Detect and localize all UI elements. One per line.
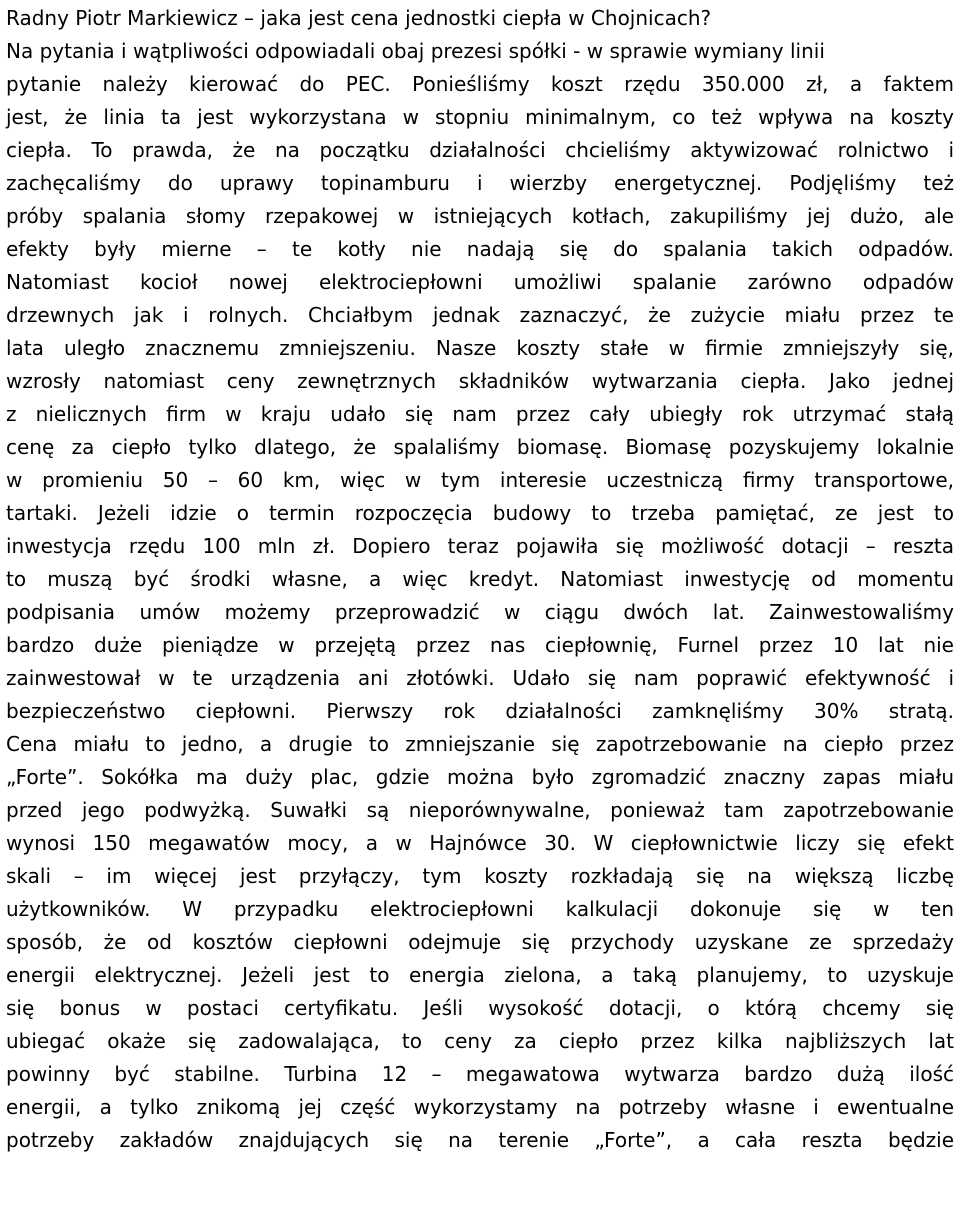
text-line-34: energii, a tylko znikomą jej część wykorzystamy na potrzeby własne i ewentualne [6,1095,954,1119]
text-line-24: „Forte”. Sokółka ma duży plac, gdzie można było zgromadzić znaczny zapas miału [6,765,954,789]
text-line-29: sposób, że od kosztów ciepłowni odejmuje się przychody uzyskane ze sprzedaży [6,930,954,954]
text-line-19: podpisania umów możemy przeprowadzić w ciągu dwóch lat. Zainwestowaliśmy [6,600,954,624]
text-line-33: powinny być stabilne. Turbina 12 – megawatowa wytwarza bardzo dużą ilość [6,1062,954,1086]
text-line-14: cenę za ciepło tylko dlatego, że spalaliśmy biomasę. Biomasę pozyskujemy lokalnie [6,435,954,459]
text-line-32: ubiegać okaże się zadowalająca, to ceny za ciepło przez kilka najbliższych lat [6,1029,954,1053]
text-line-23: Cena miału to jedno, a drugie to zmniejszanie się zapotrzebowanie na ciepło przez [6,732,954,756]
text-line-12: wzrosły natomiast ceny zewnętrznych składników wytwarzania ciepła. Jako jednej [6,369,954,393]
text-line-8: efekty były mierne – te kotły nie nadają się do spalania takich odpadów. [6,237,954,261]
text-line-2: Na pytania i wątpliwości odpowiadali obaj prezesi spółki - w sprawie wymiany linii [6,39,825,63]
text-line-31: się bonus w postaci certyfikatu. Jeśli wysokość dotacji, o którą chcemy się [6,996,954,1020]
text-line-18: to muszą być środki własne, a więc kredyt. Natomiast inwestycję od momentu [6,567,954,591]
text-line-35: potrzeby zakładów znajdujących się na terenie „Forte”, a cała reszta będzie [6,1128,954,1152]
text-line-25: przed jego podwyżką. Suwałki są nieporównywalne, ponieważ tam zapotrzebowanie [6,798,954,822]
text-line-7: próby spalania słomy rzepakowej w istniejących kotłach, zakupiliśmy jej dużo, ale [6,204,954,228]
text-line-1: Radny Piotr Markiewicz – jaka jest cena jednostki ciepła w Chojnicach? [6,6,712,30]
text-line-26: wynosi 150 megawatów mocy, a w Hajnówce 30. W ciepłownictwie liczy się efekt [6,831,954,855]
text-line-28: użytkowników. W przypadku elektrociepłowni kalkulacji dokonuje się w ten [6,897,954,921]
text-line-15: w promieniu 50 – 60 km, więc w tym interesie uczestniczą firmy transportowe, [6,468,954,492]
text-line-16: tartaki. Jeżeli idzie o termin rozpoczęcia budowy to trzeba pamiętać, ze jest to [6,501,954,525]
text-line-30: energii elektrycznej. Jeżeli jest to energia zielona, a taką planujemy, to uzyskuje [6,963,954,987]
text-line-17: inwestycja rzędu 100 mln zł. Dopiero teraz pojawiła się możliwość dotacji – reszta [6,534,954,558]
text-line-4: jest, że linia ta jest wykorzystana w stopniu minimalnym, co też wpływa na koszty [6,105,954,129]
text-line-20: bardzo duże pieniądze w przejętą przez nas ciepłownię, Furnel przez 10 lat nie [6,633,954,657]
text-line-6: zachęcaliśmy do uprawy topinamburu i wierzby energetycznej. Podjęliśmy też [6,171,954,195]
text-line-27: skali – im więcej jest przyłączy, tym koszty rozkładają się na większą liczbę [6,864,954,888]
text-line-5: ciepła. To prawda, że na początku działalności chcieliśmy aktywizować rolnictwo i [6,138,954,162]
text-line-10: drzewnych jak i rolnych. Chciałbym jednak zaznaczyć, że zużycie miału przez te [6,303,954,327]
text-line-21: zainwestował w te urządzenia ani złotówki. Udało się nam poprawić efektywność i [6,666,954,690]
text-line-9: Natomiast kocioł nowej elektrociepłowni umożliwi spalanie zarówno odpadów [6,270,954,294]
text-line-3: pytanie należy kierować do PEC. Ponieśliśmy koszt rzędu 350.000 zł, a faktem [6,72,954,96]
text-line-11: lata uległo znacznemu zmniejszeniu. Nasze koszty stałe w firmie zmniejszyły się, [6,336,954,360]
text-line-13: z nielicznych firm w kraju udało się nam przez cały ubiegły rok utrzymać stałą [6,402,954,426]
text-line-22: bezpieczeństwo ciepłowni. Pierwszy rok działalności zamknęliśmy 30% stratą. [6,699,954,723]
